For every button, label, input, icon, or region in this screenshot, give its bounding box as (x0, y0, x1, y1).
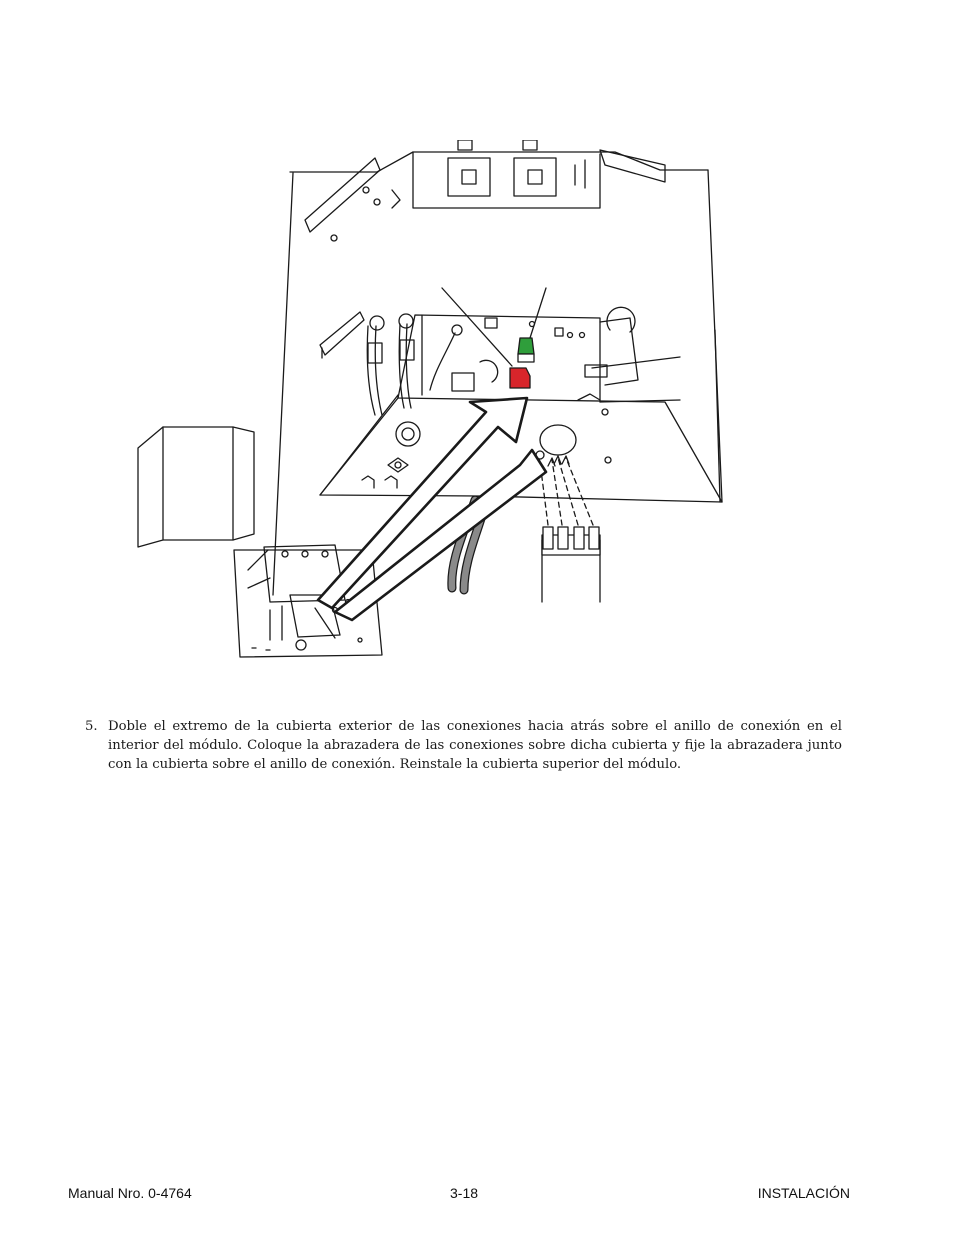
footer-section: INSTALACIÓN (757, 1185, 850, 1201)
module-illustration (130, 140, 730, 670)
module-housing (273, 140, 722, 595)
footer-manual-number: Manual Nro. 0-4764 (68, 1185, 192, 1201)
callout-lines (442, 288, 680, 402)
step-number: 5. (85, 719, 98, 734)
zoom-arrows (318, 398, 546, 620)
green-valve (518, 338, 534, 362)
folded-cover (138, 427, 254, 547)
step-text: Doble el extremo de la cubierta exterior de las conexiones hacia atrás sobre el anillo de conexión en el interior del módulo. Coloque la abrazadera de las conexiones sobre dicha cubierta y fije la abrazadera junto con la cubierta sobre el anillo de conexión. Reinstale la cubierta superior del módulo. (108, 719, 842, 772)
red-valve (510, 368, 530, 388)
instruction-step-5 (85, 717, 842, 774)
footer-page-number: 3-18 (450, 1185, 479, 1201)
installation-diagram (130, 140, 730, 670)
